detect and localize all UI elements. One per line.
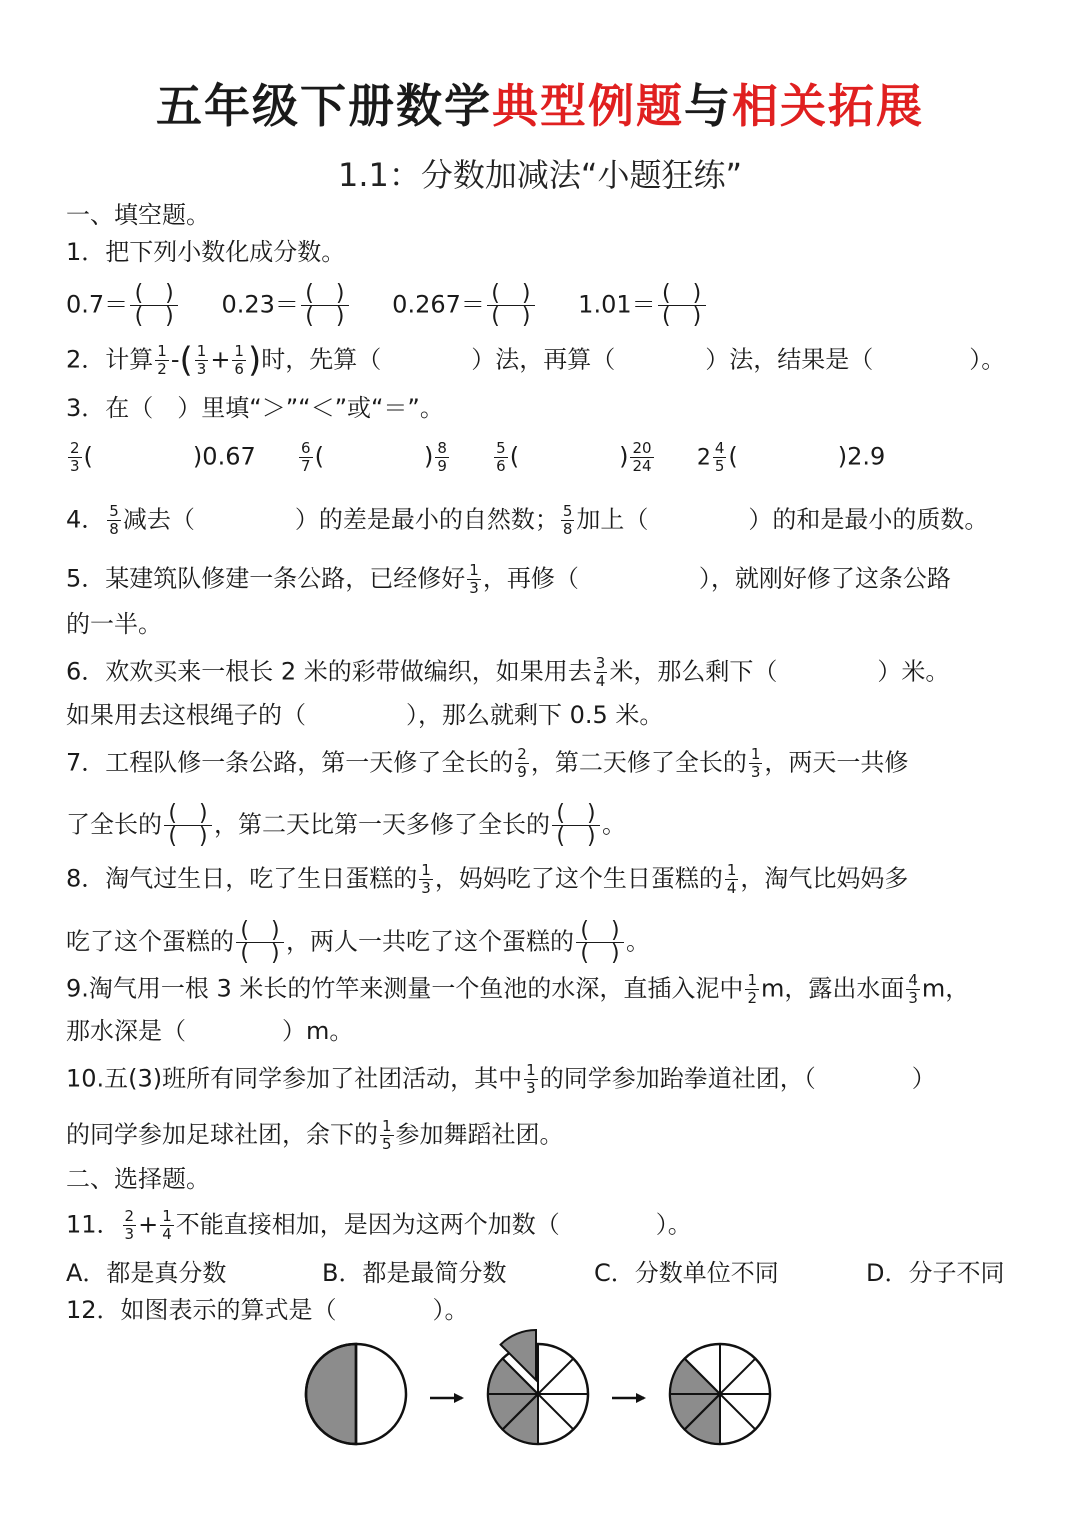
q8-frac-1: $\frac{1}{3}$ bbox=[421, 861, 431, 897]
q4-frac-2: $\frac{5}{8}$ bbox=[562, 502, 573, 538]
q3-a-left: $\frac{2}{3}$ bbox=[70, 439, 80, 475]
page-subtitle: 1.1：分数加减法“小题狂练” bbox=[337, 156, 743, 194]
q1-answer-frac-2[interactable]: $\frac{( )}{( )}$ bbox=[301, 283, 349, 328]
question-2: 2．计算 $\frac{1}{2}$ -( $\frac{1}{3}$ + $\frac{1}{6}$ )时，先算（ ）法，再算（ ）法，结果是（ ）。 bbox=[66, 340, 1006, 381]
question-9-line-2: 那水深是（ ）m。 bbox=[66, 1017, 354, 1045]
q2-frac-2: $\frac{1}{3}$ bbox=[196, 342, 207, 378]
title-red-part2: 相关拓展 bbox=[732, 79, 924, 133]
question-10: 10.五(3)班所有同学参加了社团活动，其中 $\frac{1}{3}$ 的同学参加跆拳道社团，（ ） bbox=[66, 1061, 936, 1097]
question-10-line-2: 的同学参加足球社团，余下的 $\frac{1}{5}$ 参加舞蹈社团。 bbox=[66, 1117, 564, 1153]
q11-option-a[interactable]: A．都是真分数 bbox=[66, 1259, 227, 1287]
question-12: 12．如图表示的算式是（ ）。 bbox=[66, 1296, 469, 1324]
q2-frac-3: $\frac{1}{6}$ bbox=[234, 342, 244, 378]
q11-option-c[interactable]: C．分数单位不同 bbox=[594, 1259, 779, 1287]
q7-answer-frac-2[interactable]: $\frac{( )}{( )}$ bbox=[552, 803, 600, 848]
q4-frac-1: $\frac{5}{8}$ bbox=[109, 502, 119, 538]
question-6: 6．欢欢买来一根长 2 米的彩带做编织，如果用去 $\frac{3}{4}$ 米，那么剩下（ ）米。 bbox=[66, 654, 950, 690]
q3-d-left: $\frac{4}{5}$ bbox=[714, 439, 725, 475]
question-8: 8．淘气过生日，吃了生日蛋糕的 $\frac{1}{3}$ ，妈妈吃了这个生日蛋糕的 $\frac{1}{4}$ ，淘气比妈妈多 bbox=[66, 861, 909, 897]
question-7: 7．工程队修一条公路，第一天修了全长的 $\frac{2}{9}$ ，第二天修了全长的 $\frac{1}{3}$ ，两天一共修 bbox=[66, 745, 909, 781]
q11-frac-1: $\frac{2}{3}$ bbox=[124, 1207, 135, 1243]
question-1-items bbox=[66, 283, 708, 328]
section-multiple-choice: 二、选择题。 bbox=[66, 1165, 210, 1193]
q7-frac-2: $\frac{1}{3}$ bbox=[750, 745, 761, 781]
q3-c-left: $\frac{5}{6}$ bbox=[496, 439, 506, 475]
q8-answer-frac-2[interactable]: $\frac{( )}{( )}$ bbox=[576, 920, 624, 965]
q3-b-right: $\frac{8}{9}$ bbox=[437, 439, 447, 475]
q5-frac: $\frac{1}{3}$ bbox=[469, 561, 479, 597]
title-mid: 与 bbox=[684, 79, 732, 133]
q10-frac-2: $\frac{1}{5}$ bbox=[382, 1117, 392, 1153]
question-8-line-2: 吃了这个蛋糕的 $\frac{( )}{( )}$ ，两人一共吃了这个蛋糕的 $\frac{( )}{( )}$ 。 bbox=[66, 918, 650, 966]
q8-answer-frac-1[interactable]: $\frac{( )}{( )}$ bbox=[236, 920, 284, 965]
question-11: 11． $\frac{2}{3}$ + $\frac{1}{4}$ 不能直接相加，是因为这两个加数（ ）。 bbox=[66, 1207, 692, 1243]
question-3: 3．在（ ）里填“＞”“＜”或“＝”。 bbox=[66, 394, 444, 422]
title-black: 五年级下册数学 bbox=[156, 79, 492, 133]
q2-frac-1: $\frac{1}{2}$ bbox=[157, 342, 167, 378]
q3-b-left: $\frac{6}{7}$ bbox=[301, 439, 311, 475]
q11-option-d[interactable]: D．分子不同 bbox=[866, 1259, 1005, 1287]
question-5: 5．某建筑队修建一条公路，已经修好 $\frac{1}{3}$ ，再修（ ），就刚好修了这条公路 bbox=[66, 561, 951, 597]
q11-option-b[interactable]: B．都是最简分数 bbox=[322, 1259, 507, 1287]
q7-frac-1: $\frac{2}{9}$ bbox=[517, 745, 527, 781]
q1-item-1: 0.7＝ bbox=[66, 290, 129, 319]
arrow-right-icon bbox=[430, 1393, 464, 1403]
question-4: 4． $\frac{5}{8}$ 减去（ ）的差是最小的自然数； $\frac{5}{8}$ 加上（ ）的和是最小的质数。 bbox=[66, 502, 989, 538]
q11-frac-2: $\frac{1}{4}$ bbox=[162, 1207, 172, 1243]
question-9: 9.淘气用一根 3 米长的竹竿来测量一个鱼池的水深，直插入泥中 $\frac{1}{2}$ m，露出水面 $\frac{4}{3}$ m， bbox=[66, 971, 970, 1007]
q9-frac-2: $\frac{4}{3}$ bbox=[908, 971, 918, 1007]
q1-item-2: 0.23＝ bbox=[221, 290, 299, 319]
question-7-line-2: 了全长的 $\frac{( )}{( )}$ ，第二天比第一天多修了全长的 $\frac{( )}{( )}$ 。 bbox=[66, 801, 626, 849]
q1-answer-frac-3[interactable]: $\frac{( )}{( )}$ bbox=[487, 283, 535, 328]
question-5-line-2: 的一半。 bbox=[66, 610, 162, 638]
q6-frac: $\frac{3}{4}$ bbox=[595, 654, 606, 690]
q1-answer-frac-1[interactable]: $\frac{( )}{( )}$ bbox=[130, 283, 178, 328]
q1-answer-frac-4[interactable]: $\frac{( )}{( )}$ bbox=[658, 283, 706, 328]
q3-c-right: $\frac{20}{24}$ bbox=[632, 439, 652, 475]
q1-item-3: 0.267＝ bbox=[392, 290, 485, 319]
q8-frac-2: $\frac{1}{4}$ bbox=[726, 861, 737, 897]
q10-frac-1: $\frac{1}{3}$ bbox=[526, 1061, 536, 1097]
circle-half bbox=[306, 1344, 406, 1444]
question-6-line-2: 如果用去这根绳子的（ ），那么就剩下 0.5 米。 bbox=[66, 701, 664, 729]
fraction-circles-figure bbox=[290, 1322, 790, 1452]
circle-eighths-result bbox=[670, 1344, 770, 1444]
circle-eighths-split bbox=[488, 1330, 588, 1444]
q7-answer-frac-1[interactable]: $\frac{( )}{( )}$ bbox=[164, 803, 212, 848]
page-title bbox=[0, 70, 1080, 136]
arrow-right-icon bbox=[612, 1393, 646, 1403]
q9-frac-1: $\frac{1}{2}$ bbox=[747, 971, 757, 1007]
section-fill-blank: 一、填空题。 bbox=[66, 201, 210, 229]
question-3-items: $\frac{2}{3}$ ( )0.67 $\frac{6}{7}$ ( ) $\frac{8}{9}$ $\frac{5}{6}$ ( ) $\frac{20}{24}$ 2 $\frac{4}{5}$ ( )2.9 bbox=[70, 439, 886, 475]
question-1: 1．把下列小数化成分数。 bbox=[66, 238, 346, 266]
q1-item-4: 1.01＝ bbox=[578, 290, 656, 319]
title-red-part1: 典型例题 bbox=[492, 79, 684, 133]
